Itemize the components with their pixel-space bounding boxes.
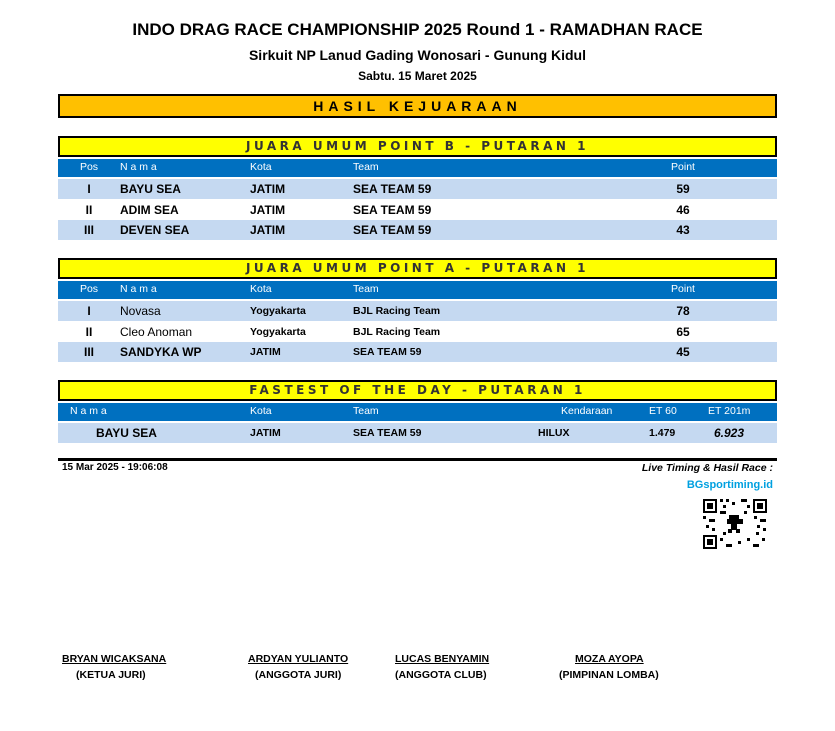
row-pos: III bbox=[83, 345, 94, 359]
col-kota: Kota bbox=[250, 161, 272, 173]
event-date: Sabtu. 15 Maret 2025 bbox=[358, 69, 477, 83]
col-pos: Pos bbox=[79, 161, 99, 173]
col-team: Team bbox=[353, 405, 379, 417]
table-row bbox=[58, 322, 777, 342]
row-team: SEA TEAM 59 bbox=[353, 203, 432, 217]
table-row bbox=[58, 200, 777, 220]
col-nama: N a m a bbox=[70, 405, 107, 417]
signature-role-2: (ANGGOTA JURI) bbox=[255, 669, 342, 681]
table-row bbox=[58, 220, 777, 240]
col-pos: Pos bbox=[79, 283, 99, 295]
row-nama: BAYU SEA bbox=[120, 182, 181, 196]
row-kota: JATIM bbox=[250, 182, 286, 196]
results-banner: HASIL KEJUARAAN bbox=[58, 94, 777, 118]
row-kota: JATIM bbox=[250, 223, 286, 237]
row-point: 46 bbox=[676, 203, 690, 217]
row-team: SEA TEAM 59 bbox=[353, 223, 432, 237]
row-kota: Yogyakarta bbox=[250, 326, 306, 338]
row-kota: JATIM bbox=[250, 346, 281, 358]
col-kendaraan: Kendaraan bbox=[561, 405, 613, 417]
row-team: SEA TEAM 59 bbox=[353, 346, 422, 358]
row-pos: III bbox=[83, 223, 94, 237]
row-point: 43 bbox=[676, 223, 690, 237]
table-row bbox=[58, 301, 777, 321]
col-kota: Kota bbox=[250, 283, 272, 295]
row-team: BJL Racing Team bbox=[353, 305, 441, 317]
col-team: Team bbox=[353, 161, 379, 173]
col-nama: N a m a bbox=[120, 283, 157, 295]
live-timing-label: Live Timing & Hasil Race : bbox=[641, 462, 773, 474]
section-a-title: JUARA UMUM POINT A - PUTARAN 1 bbox=[58, 258, 777, 279]
signature-role-3: (ANGGOTA CLUB) bbox=[395, 669, 487, 681]
row-point: 59 bbox=[676, 182, 690, 196]
row-et201: 6.923 bbox=[714, 426, 745, 440]
signature-role-1: (KETUA JURI) bbox=[76, 669, 146, 681]
fastest-title: FASTEST OF THE DAY - PUTARAN 1 bbox=[58, 380, 777, 401]
signature-name-3: LUCAS BENYAMIN bbox=[395, 653, 490, 665]
table-row bbox=[58, 342, 777, 362]
event-venue: Sirkuit NP Lanud Gading Wonosari - Gunung Kidul bbox=[248, 47, 587, 63]
row-kota: JATIM bbox=[250, 203, 286, 217]
section-a-header-row bbox=[58, 281, 777, 299]
row-point: 78 bbox=[676, 304, 690, 318]
row-team: SEA TEAM 59 bbox=[353, 182, 432, 196]
col-et60: ET 60 bbox=[649, 405, 677, 417]
row-point: 45 bbox=[676, 345, 690, 359]
fastest-header-row bbox=[58, 403, 777, 421]
row-et60: 1.479 bbox=[649, 427, 676, 439]
table-row bbox=[58, 179, 777, 199]
row-team: SEA TEAM 59 bbox=[353, 427, 422, 439]
col-point: Point bbox=[671, 161, 695, 173]
col-kota: Kota bbox=[250, 405, 272, 417]
row-point: 65 bbox=[676, 325, 690, 339]
qr-code-icon bbox=[702, 498, 768, 550]
signature-name-2: ARDYAN YULIANTO bbox=[248, 653, 349, 665]
section-b-title: JUARA UMUM POINT B - PUTARAN 1 bbox=[58, 136, 777, 157]
row-pos: I bbox=[87, 304, 91, 318]
table-row bbox=[58, 423, 777, 443]
row-nama: Cleo Anoman bbox=[120, 325, 193, 339]
signature-role-4: (PIMPINAN LOMBA) bbox=[559, 669, 659, 681]
row-nama: BAYU SEA bbox=[96, 426, 157, 440]
col-point: Point bbox=[671, 283, 695, 295]
signature-name-4: MOZA AYOPA bbox=[575, 653, 644, 665]
row-nama: DEVEN SEA bbox=[120, 223, 190, 237]
section-b-header-row bbox=[58, 159, 777, 177]
row-pos: II bbox=[85, 203, 93, 217]
row-nama: SANDYKA WP bbox=[120, 345, 202, 359]
row-pos: II bbox=[85, 325, 93, 339]
row-nama: ADIM SEA bbox=[120, 203, 179, 217]
event-title: INDO DRAG RACE CHAMPIONSHIP 2025 Round 1 - RAMADHAN RACE bbox=[132, 20, 703, 39]
website-link[interactable]: BGsportiming.id bbox=[686, 479, 773, 491]
row-team: BJL Racing Team bbox=[353, 326, 441, 338]
row-kendaraan: HILUX bbox=[538, 427, 570, 439]
col-team: Team bbox=[353, 283, 379, 295]
row-kota: JATIM bbox=[250, 427, 281, 439]
signature-name-1: BRYAN WICAKSANA bbox=[62, 653, 167, 665]
col-et201: ET 201m bbox=[708, 405, 751, 417]
row-pos: I bbox=[87, 182, 91, 196]
footer-divider bbox=[58, 458, 777, 461]
col-nama: N a m a bbox=[120, 161, 157, 173]
row-nama: Novasa bbox=[120, 304, 161, 318]
print-timestamp: 15 Mar 2025 - 19:06:08 bbox=[62, 462, 168, 473]
row-kota: Yogyakarta bbox=[250, 305, 306, 317]
